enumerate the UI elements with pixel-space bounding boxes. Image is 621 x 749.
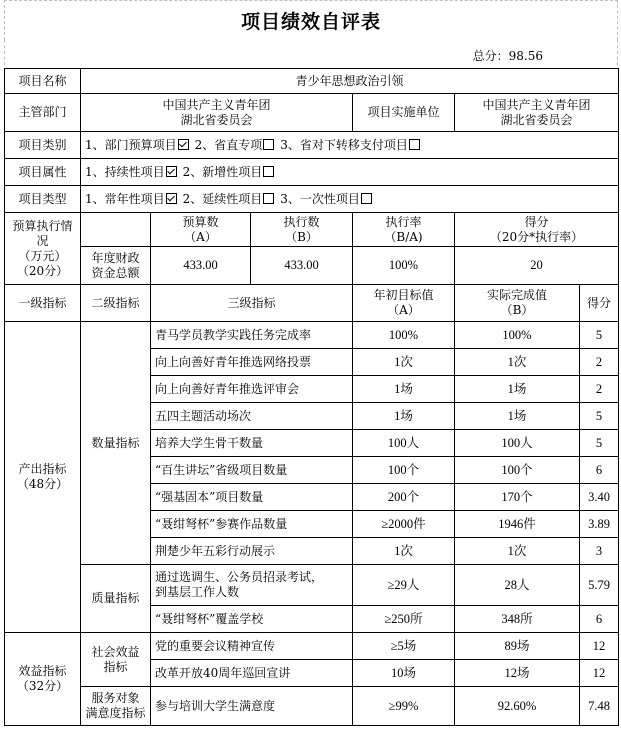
budget-label-line-2: 况 <box>36 233 49 248</box>
budget-exec-header-l1: 执行数 <box>283 214 320 229</box>
level2-label-line-1: 数量指标 <box>91 435 140 450</box>
actual-value: 89场 <box>455 633 580 660</box>
indicator-header-row <box>5 285 619 322</box>
option-1 <box>85 138 189 152</box>
budget-score-header <box>455 213 619 247</box>
dept-value <box>81 94 353 132</box>
option-label: 3、省对下转移支付项目 <box>280 137 408 152</box>
level3-cell <box>151 349 353 376</box>
empty-box-icon <box>409 139 420 150</box>
score-value: 5.79 <box>580 565 619 606</box>
actual-header-l2: （B） <box>500 303 534 317</box>
budget-label <box>5 213 81 285</box>
score-value: 6 <box>580 606 619 633</box>
attribute-row <box>5 159 619 186</box>
project-name-value: 青少年思想政治引领 <box>81 69 619 94</box>
budget-row-label-l1: 年度财政 <box>91 250 140 265</box>
level3-cell <box>151 606 353 633</box>
level1-cell <box>5 633 81 726</box>
budget-label-line-3: （万元） <box>18 248 67 263</box>
budget-amount-value: 433.00 <box>151 247 251 285</box>
actual-value: 1次 <box>455 538 580 565</box>
checked-box-icon <box>166 166 177 177</box>
actual-header-l1: 实际完成值 <box>486 288 547 302</box>
budget-amount-header-l2: （A） <box>184 229 217 244</box>
option-3 <box>280 192 372 206</box>
option-label: 1、持续性项目 <box>85 164 165 179</box>
actual-value: 1场 <box>455 403 580 430</box>
budget-score-header-l1: 得分 <box>524 214 549 229</box>
actual-value: 92.60% <box>455 687 580 726</box>
dept-line-1: 中国共产主义青年团 <box>162 97 271 112</box>
empty-box-icon <box>263 166 274 177</box>
option-1 <box>85 192 177 206</box>
dept-label: 主管部门 <box>5 94 81 132</box>
score-value: 3.40 <box>580 484 619 511</box>
title-row <box>4 0 618 40</box>
target-value: 1次 <box>353 349 455 376</box>
target-value: 100人 <box>353 430 455 457</box>
level2-cell <box>81 322 151 565</box>
target-header-l2: （A） <box>387 303 420 317</box>
option-2 <box>183 192 275 206</box>
level3-cell <box>151 565 353 606</box>
budget-amount-header <box>151 213 251 247</box>
empty-box-icon <box>263 139 274 150</box>
level1-label-line-2: （48分） <box>16 477 69 491</box>
actual-value: 100人 <box>455 430 580 457</box>
budget-score-header-l2: （20分*执行率） <box>489 229 584 244</box>
level3-cell <box>151 633 353 660</box>
level3-cell <box>151 538 353 565</box>
actual-value: 1场 <box>455 376 580 403</box>
level3-label-line-1: 荆楚少年五彩行动展示 <box>155 543 276 558</box>
level2-cell <box>81 687 151 726</box>
budget-row-label-l2: 资金总额 <box>91 265 140 280</box>
score-value: 5 <box>580 322 619 349</box>
attribute-options <box>81 159 619 186</box>
indicator-row <box>5 687 619 726</box>
budget-rate-header-l2: （B/A) <box>384 229 423 244</box>
level3-label-line-1: 参与培训大学生满意度 <box>155 698 276 713</box>
level3-label-line-1: 向上向善好青年推选网络投票 <box>155 354 312 369</box>
score-header: 得分 <box>580 285 619 322</box>
budget-amount-header-l1: 预算数 <box>182 214 219 229</box>
level3-label-line-1: 党的重要会议精神宣传 <box>155 638 276 653</box>
category-options <box>81 132 619 159</box>
project-name-row <box>5 69 619 94</box>
level3-cell <box>151 484 353 511</box>
score-value: 5 <box>580 430 619 457</box>
actual-value: 100% <box>455 322 580 349</box>
option-2 <box>183 165 275 179</box>
actual-value: 170个 <box>455 484 580 511</box>
score-value: 12 <box>580 633 619 660</box>
category-label: 项目类别 <box>5 132 81 159</box>
level3-label-line-1: “强基固本”项目数量 <box>155 489 264 504</box>
level3-label-line-1: 五四主题活动场次 <box>155 408 252 423</box>
actual-header <box>455 285 580 322</box>
score-value: 2 <box>580 376 619 403</box>
level2-cell <box>81 565 151 633</box>
level3-label-line-1: “聂绀弩杯”覆盖学校 <box>155 611 264 626</box>
level3-header: 三级指标 <box>151 285 353 322</box>
level3-label-line-1: 通过选调生、公务员招录考试， <box>155 570 324 584</box>
option-label: 1、部门预算项目 <box>85 137 177 152</box>
level1-label-line-1: 效益指标 <box>18 664 67 678</box>
indicator-row <box>5 322 619 349</box>
budget-rate-header-l1: 执行率 <box>385 214 422 229</box>
indicator-row <box>5 633 619 660</box>
actual-value: 100个 <box>455 457 580 484</box>
checked-box-icon <box>166 193 177 204</box>
target-header <box>353 285 455 322</box>
level3-cell <box>151 511 353 538</box>
target-value: 100个 <box>353 457 455 484</box>
level3-label-line-1: 青马学员教学实践任务完成率 <box>155 327 312 342</box>
actual-value: 1946件 <box>455 511 580 538</box>
level3-label-line-1: “百生讲坛”省级项目数量 <box>155 462 288 477</box>
unit-label: 项目实施单位 <box>353 94 455 132</box>
level2-header: 二级指标 <box>81 285 151 322</box>
target-header-l1: 年初目标值 <box>373 288 434 302</box>
level2-label-line-2: 指标 <box>103 659 128 674</box>
budget-label-line-4: （20分） <box>16 263 69 278</box>
option-2 <box>195 138 275 152</box>
score-value: 6 <box>580 457 619 484</box>
level3-label-line-1: 向上向善好青年推选评审会 <box>155 381 300 396</box>
target-value: ≥250所 <box>353 606 455 633</box>
actual-value: 12场 <box>455 660 580 687</box>
checked-box-icon <box>178 139 189 150</box>
budget-exec-value: 433.00 <box>251 247 353 285</box>
unit-value <box>455 94 619 132</box>
level3-cell <box>151 322 353 349</box>
target-value: 200个 <box>353 484 455 511</box>
score-value: 7.48 <box>580 687 619 726</box>
score-value: 12 <box>580 660 619 687</box>
actual-value: 28人 <box>455 565 580 606</box>
budget-value-row <box>5 247 619 285</box>
empty-box-icon <box>361 193 372 204</box>
target-value: 1次 <box>353 538 455 565</box>
empty-box-icon <box>263 193 274 204</box>
score-value: 3.89 <box>580 511 619 538</box>
option-label: 1、常年性项目 <box>85 191 165 206</box>
total-score: 总分：98.56 <box>472 49 543 63</box>
level3-cell <box>151 376 353 403</box>
level3-label-line-2: 到基层工作人数 <box>155 585 240 599</box>
dept-row <box>5 94 619 132</box>
score-value: 5 <box>580 403 619 430</box>
option-label: 2、延续性项目 <box>182 191 263 206</box>
budget-score-value: 20 <box>455 247 619 285</box>
actual-value: 1次 <box>455 349 580 376</box>
page-title: 项目绩效自评表 <box>240 11 381 33</box>
target-value: ≥5场 <box>353 633 455 660</box>
level3-label-line-1: “聂绀弩杯”参赛作品数量 <box>155 516 288 531</box>
budget-rate-value: 100% <box>353 247 455 285</box>
evaluation-sheet <box>4 0 618 749</box>
level3-cell <box>151 457 353 484</box>
target-value: 10场 <box>353 660 455 687</box>
type-label: 项目类型 <box>5 186 81 213</box>
level2-label-line-1: 社会效益 <box>91 644 140 659</box>
budget-exec-header-l2: （B） <box>285 229 318 244</box>
level1-cell <box>5 322 81 633</box>
level3-label-line-1: 改革开放40周年巡回宣讲 <box>155 665 291 680</box>
level3-cell <box>151 430 353 457</box>
budget-rate-header <box>353 213 455 247</box>
attribute-label: 项目属性 <box>5 159 81 186</box>
level3-cell <box>151 660 353 687</box>
evaluation-table <box>4 68 619 726</box>
level3-cell <box>151 687 353 726</box>
score-value: 3 <box>580 538 619 565</box>
type-options <box>81 186 619 213</box>
budget-row-label <box>81 247 151 285</box>
level1-label-line-1: 产出指标 <box>18 462 67 476</box>
target-value: 1场 <box>353 403 455 430</box>
budget-exec-header <box>251 213 353 247</box>
category-row <box>5 132 619 159</box>
budget-label-line-1: 预算执行情 <box>12 218 73 233</box>
score-value: 2 <box>580 349 619 376</box>
budget-header-row <box>5 213 619 247</box>
level1-label-line-2: （32分） <box>16 679 69 693</box>
target-value: ≥2000件 <box>353 511 455 538</box>
level1-header: 一级指标 <box>5 285 81 322</box>
unit-line-2: 湖北省委员会 <box>500 112 573 127</box>
budget-blank-header <box>81 213 151 247</box>
type-row <box>5 186 619 213</box>
level2-label-line-1: 质量指标 <box>91 591 140 605</box>
option-1 <box>85 165 177 179</box>
level2-label-line-2: 满意度指标 <box>85 706 146 720</box>
target-value: 1场 <box>353 376 455 403</box>
unit-line-1: 中国共产主义青年团 <box>482 97 591 112</box>
target-value: ≥99% <box>353 687 455 726</box>
option-label: 2、新增性项目 <box>182 164 263 179</box>
target-value: 100% <box>353 322 455 349</box>
level3-cell <box>151 403 353 430</box>
level2-label-line-1: 服务对象 <box>91 691 140 705</box>
actual-value: 348所 <box>455 606 580 633</box>
level3-label-line-1: 培养大学生骨干数量 <box>155 435 264 450</box>
target-value: ≥29人 <box>353 565 455 606</box>
dept-line-2: 湖北省委员会 <box>180 112 253 127</box>
level2-cell <box>81 633 151 687</box>
indicator-row <box>5 565 619 606</box>
option-label: 2、省直专项 <box>194 137 263 152</box>
option-3 <box>280 138 420 152</box>
project-name-label: 项目名称 <box>5 69 81 94</box>
option-label: 3、一次性项目 <box>280 191 360 206</box>
